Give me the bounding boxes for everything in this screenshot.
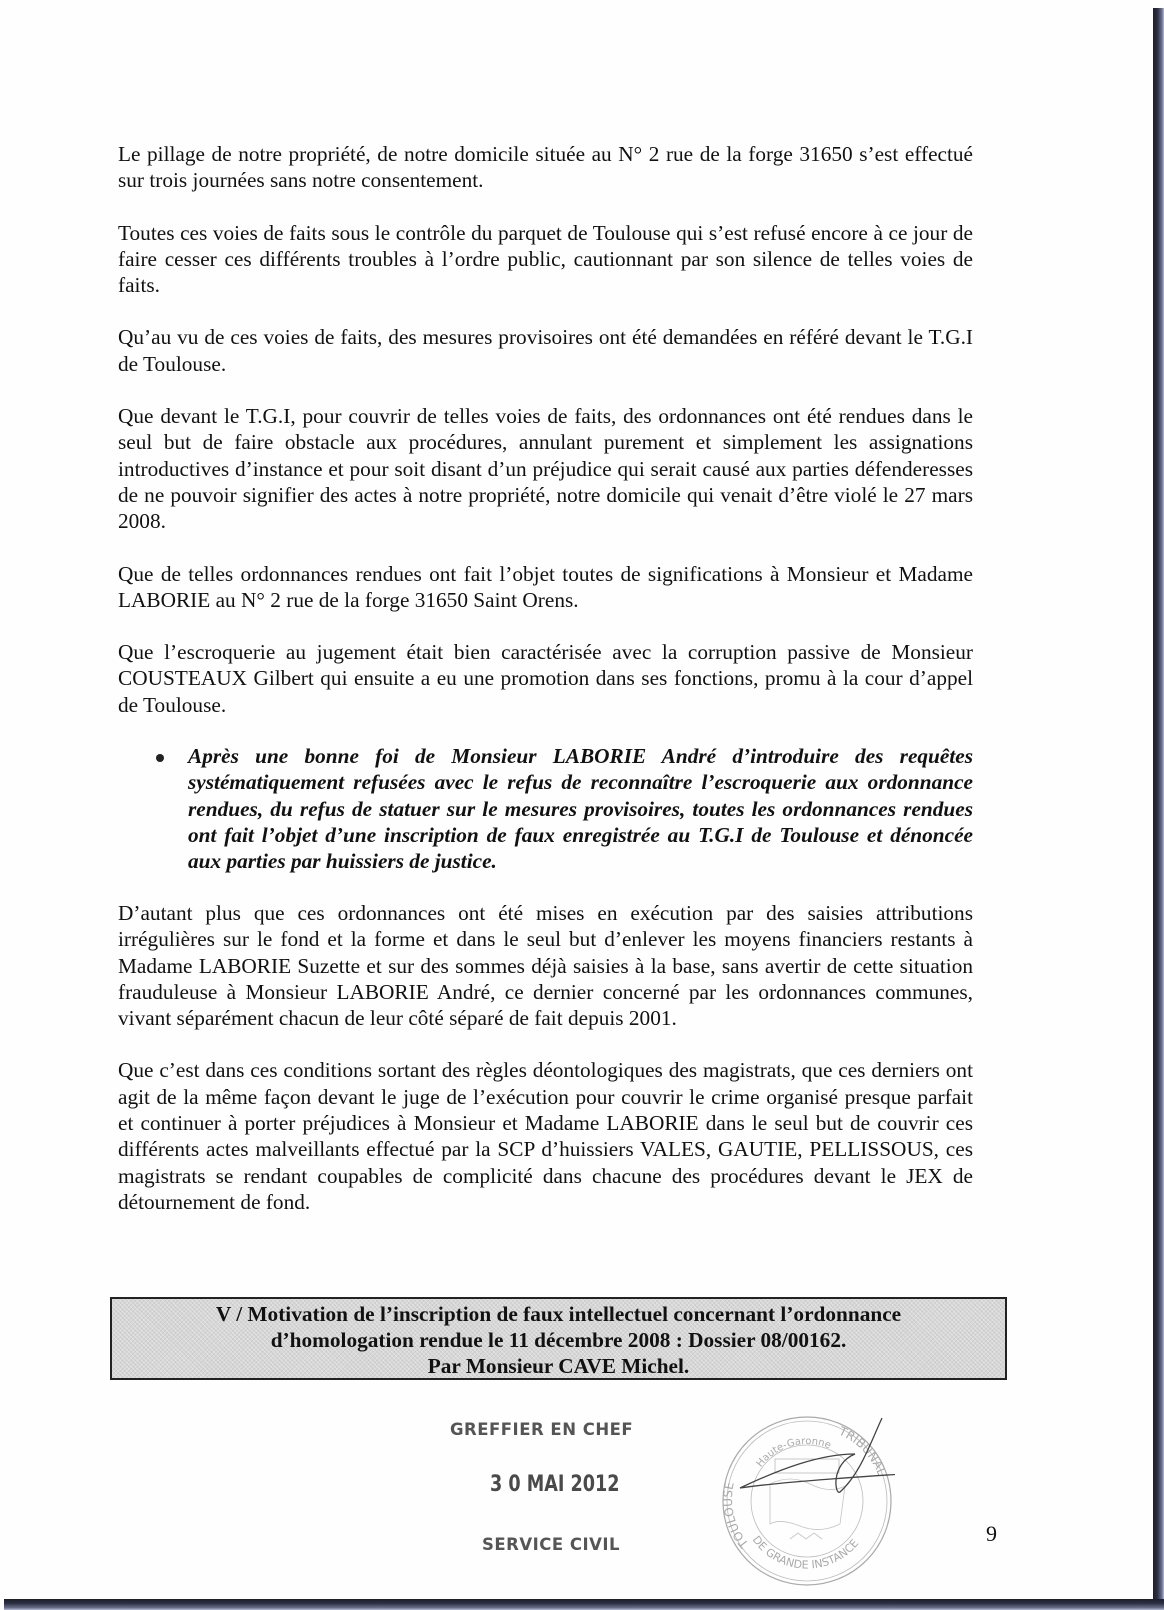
svg-text:Haute-Garonne: Haute-Garonne: [754, 1435, 833, 1470]
bullet-icon: [156, 754, 164, 762]
section-heading-line: d’homologation rendue le 11 décembre 2008 : Dossier 08/00162.: [270, 1328, 847, 1352]
paragraph: Que de telles ordonnances rendues ont fait l’objet toutes de significations à Monsieur et Madame LABORIE au N° 2 rue de la forge 31650 Saint Orens.: [118, 561, 973, 612]
bullet-item: [118, 743, 973, 874]
stamp-date: 3 0 MAI 2012: [490, 1472, 620, 1497]
svg-text:TRIBUNAL: TRIBUNAL: [836, 1424, 889, 1478]
court-seal-icon: [720, 1414, 895, 1589]
bullet-text: Après une bonne foi de Monsieur LABORIE André d’introduire des requêtes systématiquement refusées avec le refus de reconnaître l’escroquerie aux ordonnance rendues, du refus de statuer sur le mesures provisoires, toutes les ordonnances rendues ont fait l’objet d’une inscription de faux enregistrée au T.G.I de Toulouse et dénoncée aux parties par huissiers de justice.: [188, 744, 973, 874]
paragraph: Le pillage de notre propriété, de notre domicile située au N° 2 rue de la forge 31650 s’est effectué sur trois journées sans notre consentement.: [118, 142, 973, 193]
stamp-service: SERVICE CIVIL: [482, 1535, 621, 1554]
paragraph: Que devant le T.G.I, pour couvrir de telles voies de faits, des ordonnances ont été rendues dans le seul but de faire obstacle aux procédures, annulant purement et simplement les assignations introductives d’instance et pour soit disant d’un préjudice qui serait causé aux parties défenderesses de ne pouvoir signifier des actes à notre propriété, notre domicile qui venait d’être violé le 27 mars 2008.: [118, 404, 973, 534]
page-shadow-bottom: [4, 1599, 1164, 1610]
section-heading-line: V / Motivation de l’inscription de faux intellectuel concernant l’ordonnance: [215, 1302, 902, 1326]
stamp-title: GREFFIER EN CHEF: [450, 1420, 634, 1439]
section-heading-box: [110, 1297, 1007, 1380]
page-number: 9: [986, 1521, 997, 1546]
body-text-bottom: [118, 900, 973, 1241]
paragraph: Toutes ces voies de faits sous le contrôle du parquet de Toulouse qui s’est refusé encore à ce jour de faire cesser ces différents troubles à l’ordre public, cautionnant par son silence de telles voies de faits.: [118, 220, 973, 298]
paragraph: D’autant plus que ces ordonnances ont été mises en exécution par des saisies attributions irrégulières sur le fond et la forme et dans le seul but d’enlever les moyens financiers restants à Madame LABORIE Suzette et sur des sommes déjà saisies à la base, sans avertir de cette situation frauduleuse à Monsieur LABORIE André, ce dernier concerné par les ordonnances communes, vivant séparément chacun de leur côté séparé de fait depuis 2001.: [118, 901, 973, 1031]
paragraph: Qu’au vu de ces voies de faits, des mesures provisoires ont été demandées en référé devant le T.G.I de Toulouse.: [118, 325, 973, 376]
body-text-top: [118, 141, 973, 744]
paragraph: Que l’escroquerie au jugement était bien caractérisée avec la corruption passive de Monsieur COUSTEAUX Gilbert qui ensuite a eu une promotion dans ses fonctions, promu à la cour d’appel de Toulouse.: [118, 640, 973, 717]
page-shadow-right: [1153, 8, 1164, 1610]
paragraph: Que c’est dans ces conditions sortant des règles déontologiques des magistrats, que ces derniers ont agit de la même façon devant le juge de l’exécution pour couvrir le crime organisé presque parfait et continuer à porter préjudices à Monsieur et Madame LABORIE dans le seul but de couvrir ces différents actes malveillants effectué par la SCP d’huissiers VALES, GAUTIE, PELLISSOUS, ces magistrats se rendant coupables de complicité dans chacune des procédures devant le JEX de détournement de fond.: [118, 1058, 973, 1214]
section-heading-line: Par Monsieur CAVE Michel.: [427, 1354, 690, 1378]
svg-text:TOULOUSE: TOULOUSE: [720, 1480, 752, 1551]
svg-text:DE GRANDE INSTANCE: DE GRANDE INSTANCE: [749, 1533, 862, 1572]
